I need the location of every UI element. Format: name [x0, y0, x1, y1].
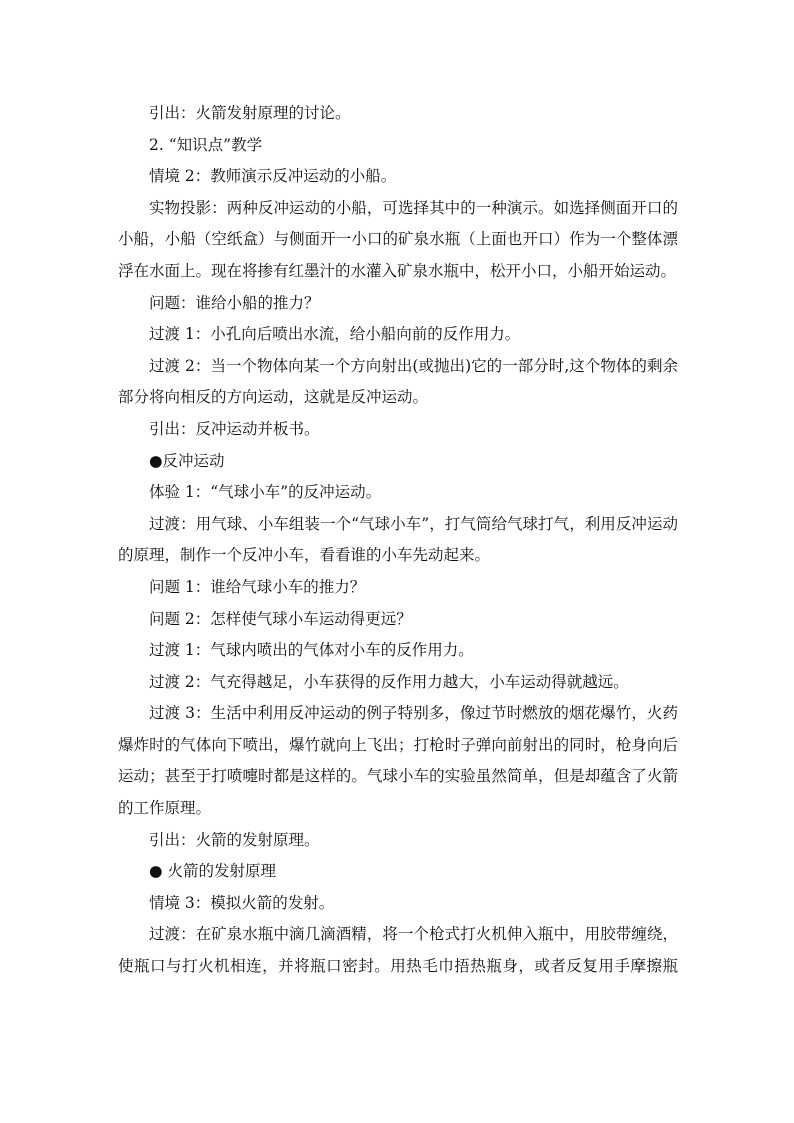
paragraph-answer-2: 过渡 2：气充得越足，小车获得的反作用力越大，小车运动得就越远。	[149, 672, 629, 691]
paragraph-scenario-2: 情境 2：教师演示反冲运动的小船。	[149, 167, 397, 186]
paragraph-intro-launch: 引出：火箭的发射原理。	[149, 830, 320, 849]
paragraph-intro-recoil: 引出：反冲运动并板书。	[149, 419, 320, 438]
section-heading-knowledge: 2. “知识点”教学	[149, 135, 263, 154]
paragraph-transition-balloon: 过渡：用气球、小车组装一个“气球小车”，打气筒给气球打气，利用反冲运动的原理，制作一个反冲小车，看看谁的小车先动起来。	[118, 514, 678, 565]
bullet-heading-launch: ● 火箭的发射原理	[149, 862, 276, 881]
paragraph-transition-1: 过渡 1：小孔向后喷出水流，给小船向前的反作用力。	[149, 325, 521, 344]
paragraph-answer-3: 过渡 3：生活中利用反冲运动的例子特别多，像过节时燃放的烟花爆竹，火药爆炸时的气体向下喷出，爆竹就向上飞出；打枪时子弹向前射出的同时，枪身向后运动；甚至于打喷嚏时都是这样的。气球小车的实验虽然简单，但是却蕴含了火箭的工作原理。	[118, 704, 678, 818]
paragraph-question-boat: 问题：谁给小船的推力？	[149, 293, 320, 312]
paragraph-question-1: 问题 1：谁给气球小车的推力？	[149, 577, 366, 596]
paragraph-projection: 实物投影：两种反冲运动的小船，可选择其中的一种演示。如选择侧面开口的小船，小船（空纸盒）与侧面开一小口的矿泉水瓶（上面也开口）作为一个整体漂浮在水面上。现在将掺有红墨汁的水灌入矿泉水瓶中，松开小口，小船开始运动。	[118, 198, 678, 280]
paragraph-intro-rocket: 引出：火箭发射原理的讨论。	[149, 104, 351, 122]
paragraph-transition-2: 过渡 2：当一个物体向某一个方向射出(或抛出)它的一部分时,这个物体的剩余部分将向相反的方向运动，这就是反冲运动。	[118, 356, 678, 407]
paragraph-experience-1: 体验 1：“气球小车”的反冲运动。	[149, 483, 382, 502]
paragraph-transition-bottle: 过渡：在矿泉水瓶中滴几滴酒精，将一个枪式打火机伸入瓶中，用胶带缠绕，使瓶口与打火机相连，并将瓶口密封。用热毛巾捂热瓶身，或者反复用手摩擦瓶	[118, 925, 678, 976]
paragraph-answer-1: 过渡 1：气球内喷出的气体对小车的反作用力。	[149, 641, 474, 660]
paragraph-question-2: 问题 2：怎样使气球小车运动得更远？	[149, 609, 412, 628]
bullet-heading-recoil: ●反冲运动	[149, 451, 225, 470]
paragraph-scenario-3: 情境 3：模拟火箭的发射。	[149, 893, 335, 912]
document-body	[118, 98, 678, 983]
